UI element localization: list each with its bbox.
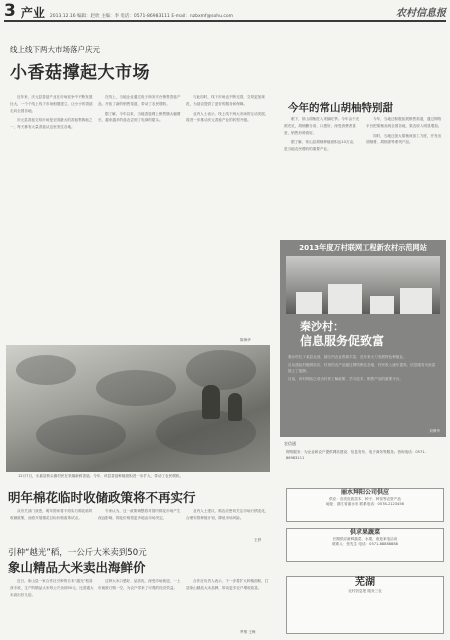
- village-website-feature: [280, 240, 446, 437]
- footer-title: 芜湖: [355, 577, 375, 588]
- cotton-col-3: 业内人士建议，棉农应密切关注市场行情变化，合理安排种植计划，降低市场风险。: [186, 509, 269, 520]
- mushroom-photo: [6, 345, 270, 472]
- feature-headline-2: 信息服务促致富: [300, 334, 385, 348]
- feature-headline-1: 秦沙村：: [300, 320, 344, 333]
- photo-caption: 12月7日，永嘉县桥头镇村民在采摘新鲜香菇。今年，该县香菇种植面积进一步扩大，带动了农民增收。: [18, 474, 183, 478]
- rice-col-3: 合作社负责人表示，下一步将扩大种植面积，打造象山精品大米品牌，带动更多农户增收致富。: [186, 579, 269, 590]
- feature-title: 2013年度万村联网工程新农村示范网站: [299, 243, 427, 252]
- rice-kicker: 引种“越光”稻，一公斤大米卖到50元: [8, 548, 147, 558]
- rice-col-1: 近日，象山县一家合作社引种的日本“越光”稻喜获丰收，生产的精品大米每公斤卖到50元，比普通大米高出好几倍。: [10, 579, 94, 597]
- pomelo-col-1: 眼下，常山胡柚进入采摘旺季。今年由于光照充足，胡柚糖分高、口感好，深受消费者喜爱，销售形势看好。 据了解，常山县胡柚种植面积达10万亩，是当地农民增收的重要产业。: [284, 117, 360, 152]
- rice-col-2: 这种大米口感好、品质优，深受市场欢迎，一上市就被订购一空，为农户带来了可观的经济效益。: [98, 579, 181, 590]
- header-meta: 2013.12.16 编辑：赵欣 主编：李 电话：0571-86983111 E-mail：nzbxmf@sohu.com: [49, 14, 233, 19]
- page-number: 3: [4, 1, 16, 21]
- card-title: 供求果蔬菜: [349, 529, 380, 536]
- mushroom-headline: 小香菇撑起大市场: [10, 63, 150, 83]
- mushroom-col-2: 在线上，当地企业通过电子商务平台销售香菇产品，开拓了新的销售渠道，带动了农民增收。 据了解，今年以来，当地香菇网上销售额大幅增长，越来越多的菇农尝到了电商的甜头。: [98, 95, 181, 123]
- feature-body: 秦沙村位于某县北部，辖区内农业资源丰富，近年来大力发展特色种植业。 自从建起村级网站后，村里的农产品通过网络销往各地，村民收入逐年提高，信息服务为致富插上了翅膀。 目前，该村网站已成为村民了解政策、学习技术、销售产品的重要平台。: [288, 355, 436, 381]
- pomelo-col-2: 今年，当地还积极拓展销售渠道，通过网络平台把胡柚卖到全国各地，果农收入明显增加。 同时，当地还加大胡柚深加工力度，开发出胡柚膏、胡柚茶等系列产品。: [366, 117, 442, 145]
- cotton-col-2: 专家认为，这一政策调整将对国内棉花市场产生深远影响，棉花价格将更多地由市场决定。: [98, 509, 181, 520]
- mushroom-col-1: 近年来，庆元县香菇产业在市场竞争中不断发展壮大，一个个线上线下市场相继建立，让小小的香菇走向全国各地。 庆元县香菇交易市场是全国最大的香菇集散地之一，每天都有大量香菇从这里发往各地。: [10, 95, 93, 130]
- masthead: 农村信息报: [396, 8, 446, 19]
- ad-card-produce: 供求果蔬菜 长期供应新鲜蔬菜、水果，欢迎来电洽谈 联系人：张先生 电话：0571-88888888: [286, 528, 444, 562]
- pomelo-headline: 今年的常山胡柚特别甜: [288, 102, 393, 114]
- card-title: 丽水拜阳公司供应: [340, 489, 389, 496]
- mushroom-author: 陈海华: [240, 338, 251, 342]
- rice-author: 罗维 王梅: [240, 630, 256, 634]
- feature-credit: 刘博华: [429, 429, 440, 433]
- mushroom-kicker: 线上线下两大市场落户庆元: [10, 45, 100, 54]
- section-name: 产业: [20, 6, 45, 20]
- page-header: [4, 2, 446, 22]
- rice-headline: 象山精品大米卖出海鲜价: [8, 560, 146, 575]
- cotton-author: 王舒: [254, 538, 262, 542]
- contact-text: 网络服务：为企业和农户提供网站建设、信息发布、电子商务等服务。咨询电话：0571-86983111: [286, 450, 426, 460]
- ad-card-footer: [286, 576, 444, 634]
- village-photo: [286, 256, 440, 314]
- mushroom-col-3: 与此同时，线下市场也不断完善，交易更加规范，为菇农提供了更好的服务和保障。 业内人士表示，线上线下两大市场的互动发展，将进一步推动庆元香菇产业的转型升级。: [186, 95, 269, 123]
- cotton-col-1: 从有关部门获悉，明年国家将不再实行棉花临时收储政策，而将开展棉花目标价格改革试点。: [10, 509, 93, 520]
- ad-card-supplier: 丽水拜阳公司供应 供应：各类优质苗木、种子、种苗等农资产品 地址：浙江省丽水市 联系电话：0578-2123456: [286, 488, 444, 522]
- footer-note: 农村信息报 服务三农: [348, 589, 382, 593]
- contact-label: 农信通: [284, 441, 296, 446]
- cotton-headline: 明年棉花临时收储政策将不再实行: [8, 490, 196, 505]
